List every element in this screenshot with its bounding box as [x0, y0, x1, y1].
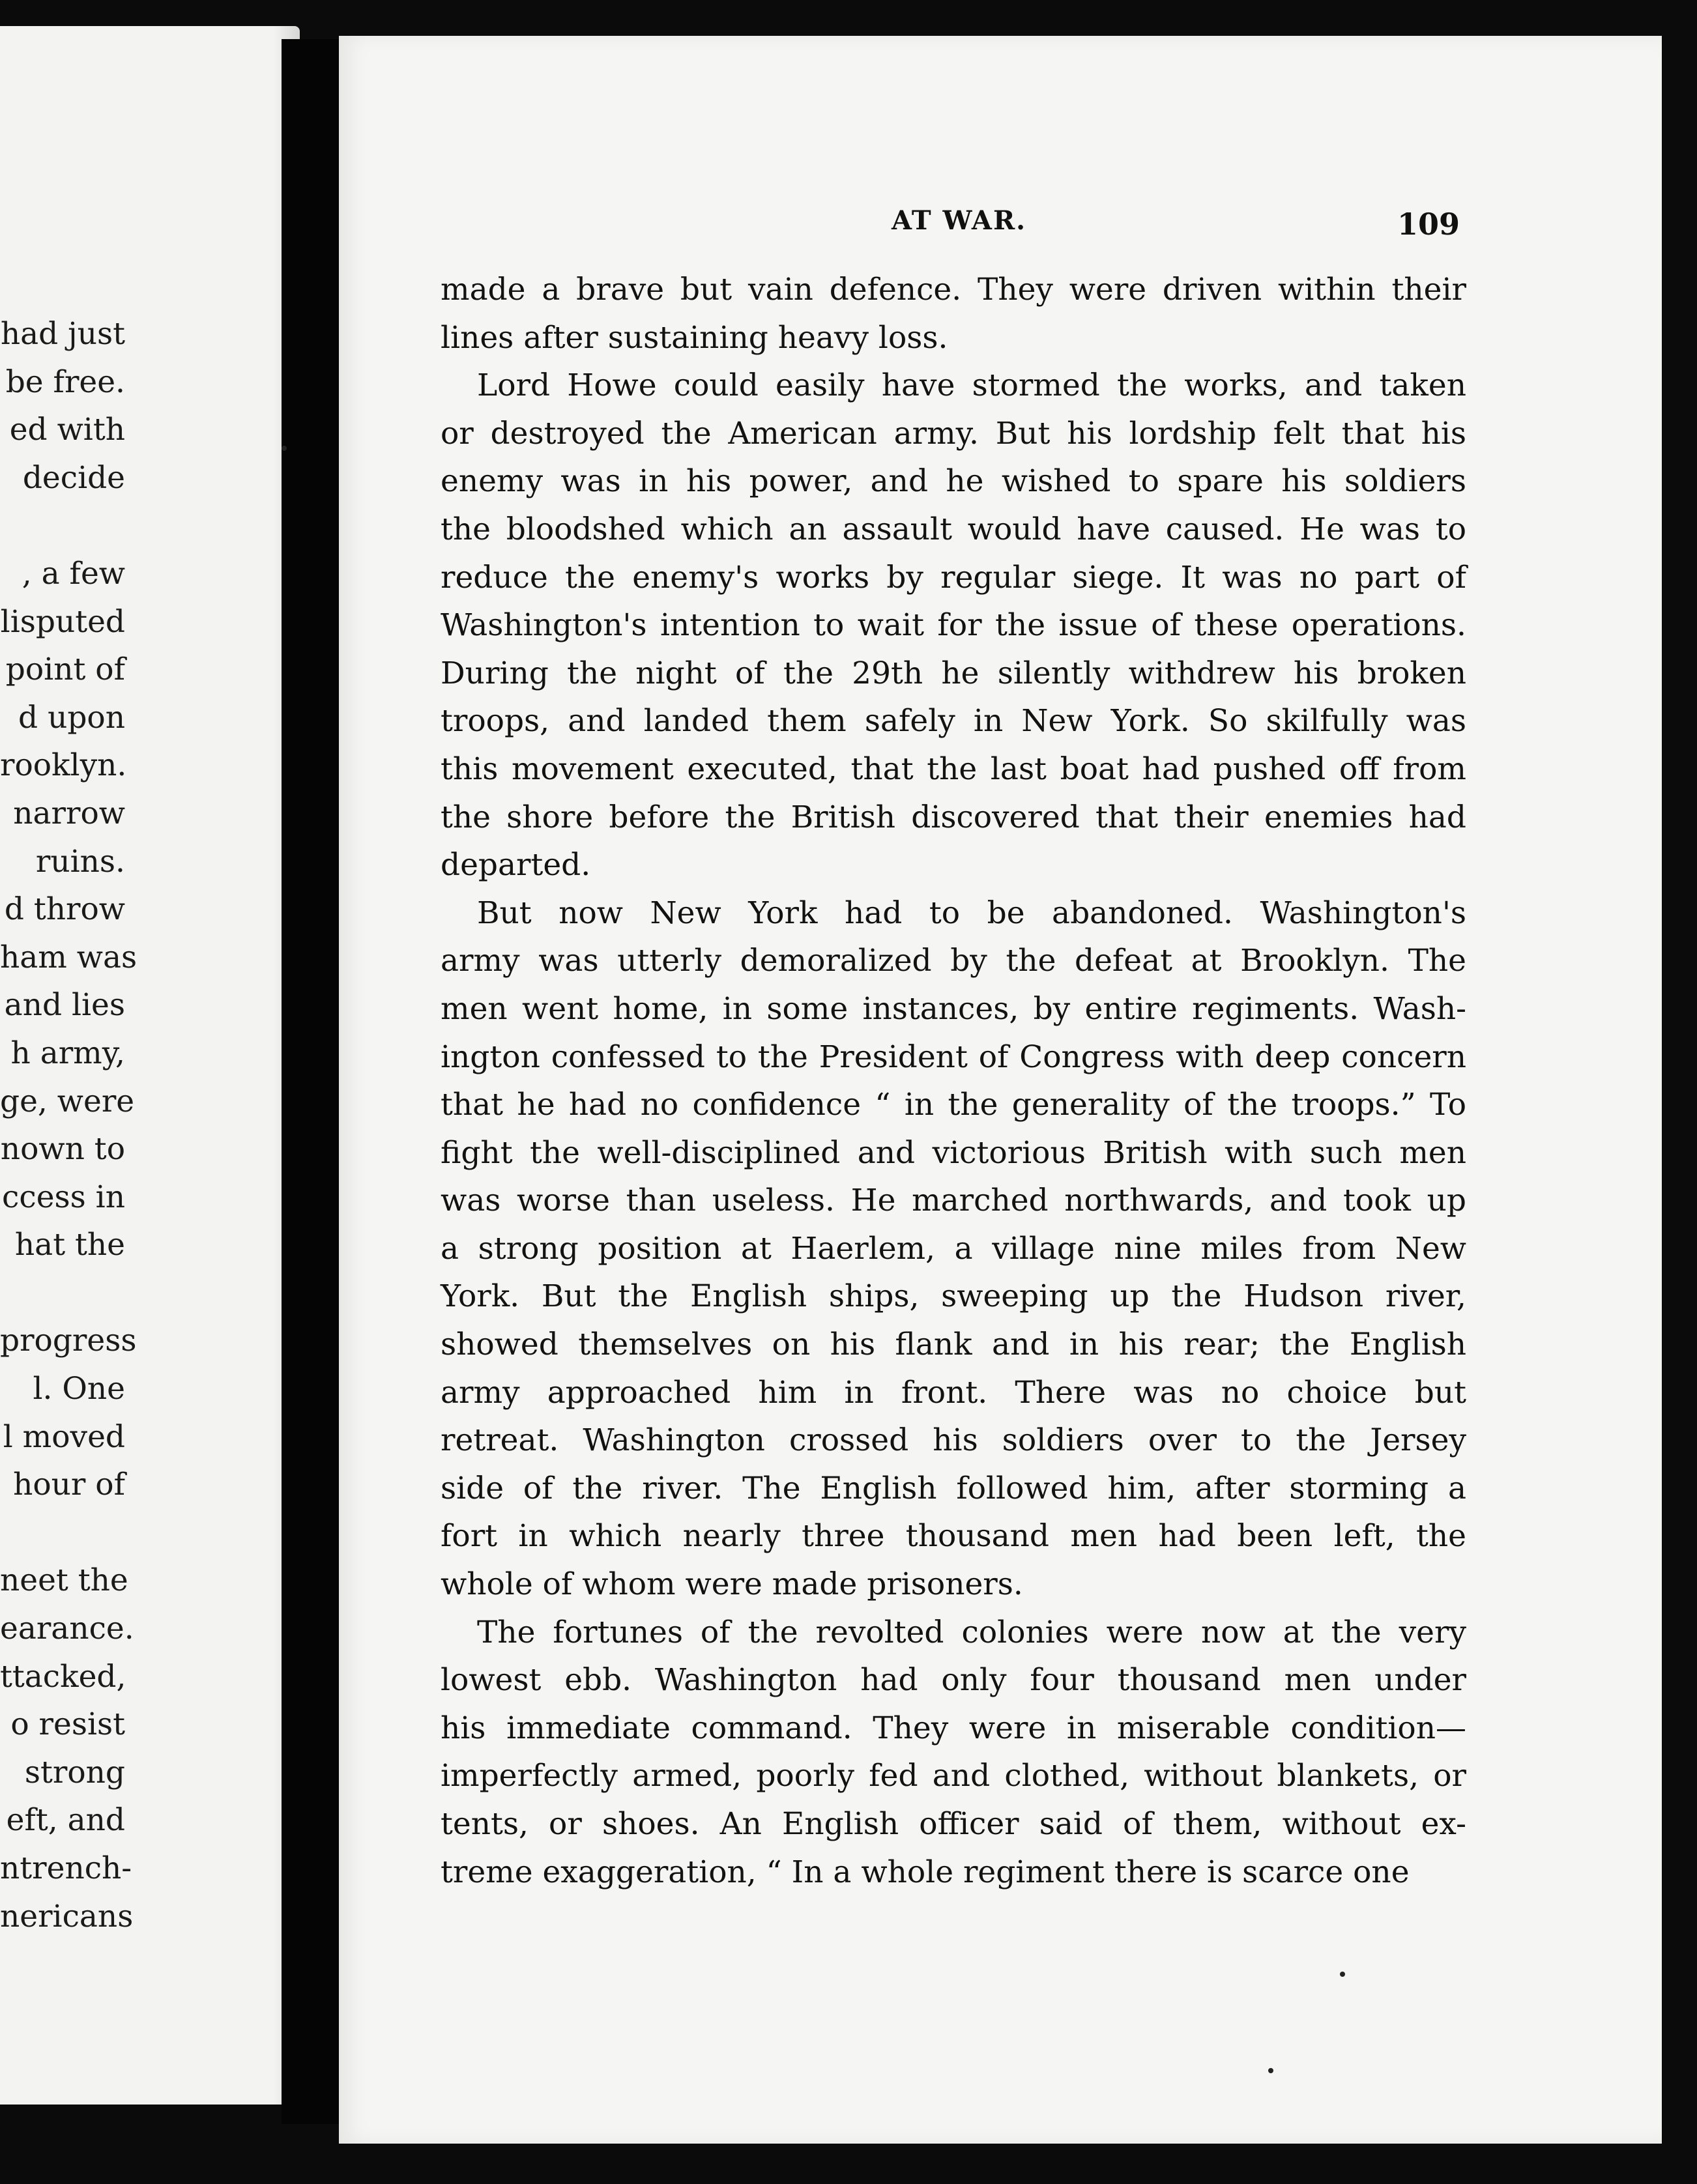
text-line: reduce the enemy's works by regular siege. It was no part of	[441, 559, 1466, 596]
facing-page-line: l. One	[33, 1371, 125, 1407]
page-header	[339, 199, 1460, 251]
book-spine	[282, 39, 340, 2124]
text-line: side of the river. The English followed him, after storming a	[441, 1470, 1466, 1506]
paragraph	[441, 266, 1466, 362]
paragraph	[441, 1609, 1466, 1897]
text-line: his immediate command. They were in miserable condition—	[441, 1710, 1466, 1746]
text-line: men went home, in some instances, by entire regiments. Wash-	[441, 990, 1466, 1027]
text-line: was worse than useless. He marched northwards, and took up	[441, 1183, 1466, 1219]
text-line: or destroyed the American army. But his lordship felt that his	[441, 415, 1466, 452]
facing-page-line: nown to	[0, 1131, 125, 1168]
text-line: enemy was in his power, and he wished to spare his soldiers	[441, 463, 1466, 500]
facing-page-line: progress	[0, 1323, 137, 1359]
text-line: made a brave but vain defence. They were driven within their	[441, 272, 1466, 308]
text-line: ington confessed to the President of Congress with deep concern	[441, 1039, 1466, 1075]
facing-page-line: narrow	[13, 795, 125, 831]
text-line: Lord Howe could easily have stormed the works, and taken	[477, 367, 1466, 404]
text-line: fort in which nearly three thousand men had been left, the	[441, 1518, 1466, 1555]
text-line: troops, and landed them safely in New York. So skilfully was	[441, 703, 1466, 740]
text-line: this movement executed, that the last boat had pushed off from	[441, 751, 1466, 787]
facing-page-line: h army,	[10, 1035, 125, 1071]
facing-page-line: nericans	[0, 1898, 134, 1934]
facing-page-line: ed with	[9, 412, 125, 448]
text-line: But now New York had to be abandoned. Washington's	[477, 895, 1466, 931]
paragraph	[441, 362, 1466, 889]
facing-page-line: , a few	[22, 555, 125, 592]
text-line: showed themselves on his flank and in his rear; the English	[441, 1327, 1466, 1363]
facing-page-line	[0, 1269, 125, 1317]
facing-page-line: rooklyn.	[0, 747, 127, 784]
facing-page-line: o resist	[10, 1706, 125, 1743]
body-text	[441, 266, 1466, 1896]
facing-page-line: hat the	[14, 1227, 125, 1263]
scan-speck	[1268, 2068, 1273, 2073]
facing-page-line	[0, 502, 125, 550]
facing-page-line: ccess in	[2, 1179, 125, 1215]
facing-page-line: strong	[24, 1754, 125, 1790]
text-line: treme exaggeration, “ In a whole regiment there is scarce one	[441, 1854, 1410, 1890]
text-line: the bloodshed which an assault would have caused. He was to	[441, 511, 1466, 547]
facing-page-line: ge, were	[0, 1083, 135, 1119]
running-head: AT WAR.	[892, 205, 1027, 236]
text-line: whole of whom were made prisoners.	[441, 1566, 1023, 1603]
text-line: retreat. Washington crossed his soldiers over to the Jersey	[441, 1422, 1466, 1459]
facing-page-text	[0, 310, 138, 1940]
text-line: army approached him in front. There was no choice but	[441, 1374, 1466, 1411]
text-line: lines after sustaining heavy loss.	[441, 319, 948, 356]
text-line: that he had no confidence “ in the generality of the troops.” To	[441, 1087, 1466, 1123]
facing-page-line: lisputed	[0, 603, 125, 640]
text-line: tents, or shoes. An English officer said of them, without ex-	[441, 1806, 1466, 1842]
text-line: The fortunes of the revolted colonies were now at the very	[477, 1614, 1466, 1650]
facing-page-line: neet the	[0, 1562, 128, 1599]
facing-page-line: point of	[5, 652, 125, 688]
facing-page-line: be free.	[5, 364, 125, 400]
facing-page-line: ntrench-	[0, 1850, 132, 1886]
page-number: 109	[1397, 207, 1460, 242]
text-line: the shore before the British discovered that their enemies had	[441, 799, 1466, 835]
facing-page-line	[0, 1509, 125, 1557]
text-line: imperfectly armed, poorly fed and clothed, without blankets, or	[441, 1758, 1466, 1794]
facing-page-line: ttacked,	[0, 1658, 126, 1695]
facing-page-line: d upon	[18, 699, 125, 736]
facing-page-line: hour of	[13, 1467, 125, 1503]
paragraph	[441, 889, 1466, 1609]
text-line: fight the well-disciplined and victorious British with such men	[441, 1134, 1466, 1171]
text-line: a strong position at Haerlem, a village nine miles from New	[441, 1230, 1466, 1267]
facing-page-line: d throw	[4, 891, 125, 928]
facing-page-line: earance.	[0, 1611, 134, 1647]
facing-page-line: ruins.	[35, 843, 125, 880]
scan-speck	[282, 446, 287, 451]
scan-speck	[1340, 1972, 1345, 1977]
facing-page-line: eft, and	[6, 1802, 125, 1839]
facing-page-line: l moved	[3, 1418, 125, 1455]
facing-page-fragment	[0, 26, 300, 2105]
text-line: lowest ebb. Washington had only four thousand men under	[441, 1662, 1466, 1699]
text-line: York. But the English ships, sweeping up the Hudson river,	[441, 1278, 1466, 1315]
text-line: departed.	[441, 847, 591, 884]
facing-page-line: ham was	[0, 939, 138, 975]
text-line: Washington's intention to wait for the issue of these operations.	[441, 607, 1466, 644]
facing-page-line: had just	[0, 316, 125, 352]
text-line: army was utterly demoralized by the defeat at Brooklyn. The	[441, 943, 1466, 979]
facing-page-line: and lies	[4, 987, 125, 1024]
text-line: During the night of the 29th he silently withdrew his broken	[441, 655, 1466, 691]
facing-page-line: decide	[22, 459, 125, 496]
